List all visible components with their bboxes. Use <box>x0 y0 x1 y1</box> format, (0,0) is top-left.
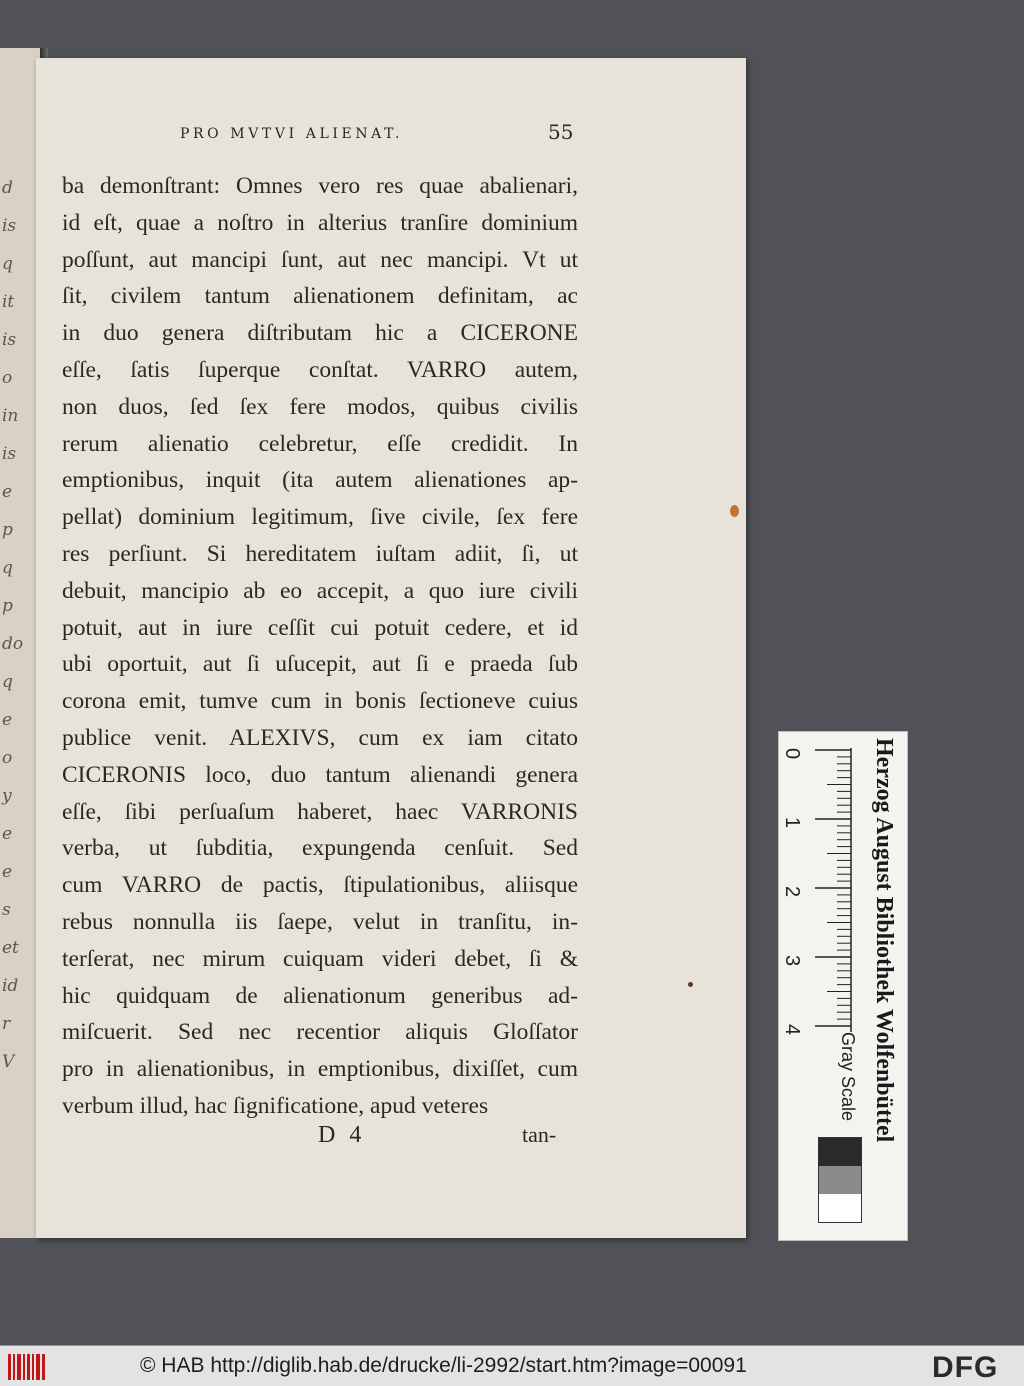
ruler-number: 4 <box>781 1023 804 1036</box>
prev-page-fragment: e <box>2 482 13 502</box>
text-line: verbum illud, hac ſignificatione, apud veteres <box>62 1092 489 1119</box>
prev-page-fragment: p <box>2 596 13 616</box>
barcode-icon <box>8 1354 46 1380</box>
gray-swatch <box>819 1194 861 1222</box>
prev-page-fragment: q <box>2 558 13 578</box>
prev-page-fragment: y <box>2 786 12 806</box>
text-line: hic quidquam de alienationum generibus ad- <box>62 982 578 1009</box>
prev-page-fragment: in <box>2 406 19 426</box>
ruler-ticks <box>813 742 853 1042</box>
text-line: pellat) dominium legitimum, ſive civile, ſex fere <box>62 504 578 531</box>
page-number: 55 <box>548 120 574 144</box>
text-line: verba, ut ſubditia, expungenda cenſuit. Sed <box>62 835 578 862</box>
text-line: ſit, civilem tantum alienationem definitam, ac <box>62 283 578 310</box>
ruler-number: 1 <box>781 816 804 829</box>
prev-page-fragment: o <box>2 748 13 768</box>
prev-page-fragment: it <box>2 292 15 312</box>
text-line: potuit, aut in iure ceſſit cui potuit cedere, et id <box>62 614 578 641</box>
text-line: res perſiunt. Si hereditatem iuſtam adiit, ſi, ut <box>62 540 578 567</box>
paper-stain <box>730 505 739 517</box>
prev-page-fragment: e <box>2 862 13 882</box>
text-line: eſſe, ſatis ſuperque conſtat. VARRO autem, <box>62 356 578 383</box>
prev-page-fragment: e <box>2 824 13 844</box>
running-head: PRO MVTVI ALIENAT. <box>180 126 404 142</box>
footer-bar <box>0 1345 1024 1386</box>
paper-speck <box>688 982 693 987</box>
text-line: debuit, mancipio ab eo accepit, a quo iure civili <box>62 577 578 604</box>
prev-page-fragment: q <box>2 672 13 692</box>
gray-scale-label: Gray Scale <box>838 1032 858 1122</box>
text-line: publice venit. ALEXIVS, cum ex iam citato <box>62 724 578 751</box>
prev-page-fragment: p <box>2 520 13 540</box>
prev-page-fragment: do <box>2 634 24 654</box>
gray-swatch <box>819 1166 861 1194</box>
dfg-logo: DFG <box>932 1351 999 1384</box>
prev-page-fragment: r <box>2 1014 11 1034</box>
text-line: miſcuerit. Sed nec recentior aliquis Gloſſator <box>62 1019 578 1046</box>
prev-page-fragment: et <box>2 938 19 958</box>
prev-page-fragment: is <box>2 330 17 350</box>
text-line: in duo genera diſtributam hic a CICERONE <box>62 320 578 347</box>
text-line: CICERONIS loco, duo tantum alienandi genera <box>62 761 578 788</box>
gray-scale-swatches <box>818 1137 862 1223</box>
catchword: tan- <box>522 1122 557 1147</box>
text-line: poſſunt, aut mancipi ſunt, aut nec mancipi. Vt ut <box>62 246 578 273</box>
prev-page-fragment: d <box>2 178 13 198</box>
gray-swatch <box>819 1138 861 1166</box>
prev-page-fragment: q <box>2 254 13 274</box>
text-line: cum VARRO de pactis, ſtipulationibus, aliisque <box>62 872 578 899</box>
scale-brand-text: Herzog August Bibliothek Wolfenbüttel <box>871 738 897 1143</box>
prev-page-fragment: V <box>2 1052 15 1072</box>
ruler-number: 0 <box>781 747 804 760</box>
prev-page-fragment: is <box>2 216 17 236</box>
prev-page-fragment: s <box>2 900 11 920</box>
ruler-number: 2 <box>781 885 804 898</box>
prev-page-fragment: o <box>2 368 13 388</box>
text-line: pro in alienationibus, in emptionibus, dixiſſet, cum <box>62 1056 578 1083</box>
prev-page-fragment: is <box>2 444 17 464</box>
text-line: id eſt, quae a noſtro in alterius tranſire dominium <box>62 209 578 236</box>
body-text <box>62 168 578 1125</box>
text-line: non duos, ſed ſex fere modos, quibus civilis <box>62 393 578 420</box>
text-line: ubi oportuit, aut ſi uſucepit, aut ſi e praeda ſub <box>62 651 578 678</box>
text-line: eſſe, ſibi perſuaſum haberet, haec VARRONIS <box>62 798 578 825</box>
ruler-number: 3 <box>781 954 804 967</box>
text-line: emptionibus, inquit (ita autem alienationes ap- <box>62 467 578 494</box>
text-line: corona emit, tumve cum in bonis ſectioneve cuius <box>62 688 578 715</box>
text-line: ba demonſtrant: Omnes vero res quae abalienari, <box>62 173 578 199</box>
text-line: terſerat, nec mirum cuiquam videri debet, ſi & <box>62 945 578 972</box>
text-line: rebus nonnulla iis ſaepe, velut in tranſitu, in- <box>62 908 578 935</box>
prev-page-fragment: id <box>2 976 19 996</box>
prev-page-fragment: e <box>2 710 13 730</box>
copyright-link[interactable]: © HAB http://diglib.hab.de/drucke/li-2992/start.htm?image=00091 <box>140 1354 747 1377</box>
signature-mark: D 4 <box>318 1122 366 1148</box>
text-line: rerum alienatio celebretur, eſſe credidit. In <box>62 430 578 457</box>
